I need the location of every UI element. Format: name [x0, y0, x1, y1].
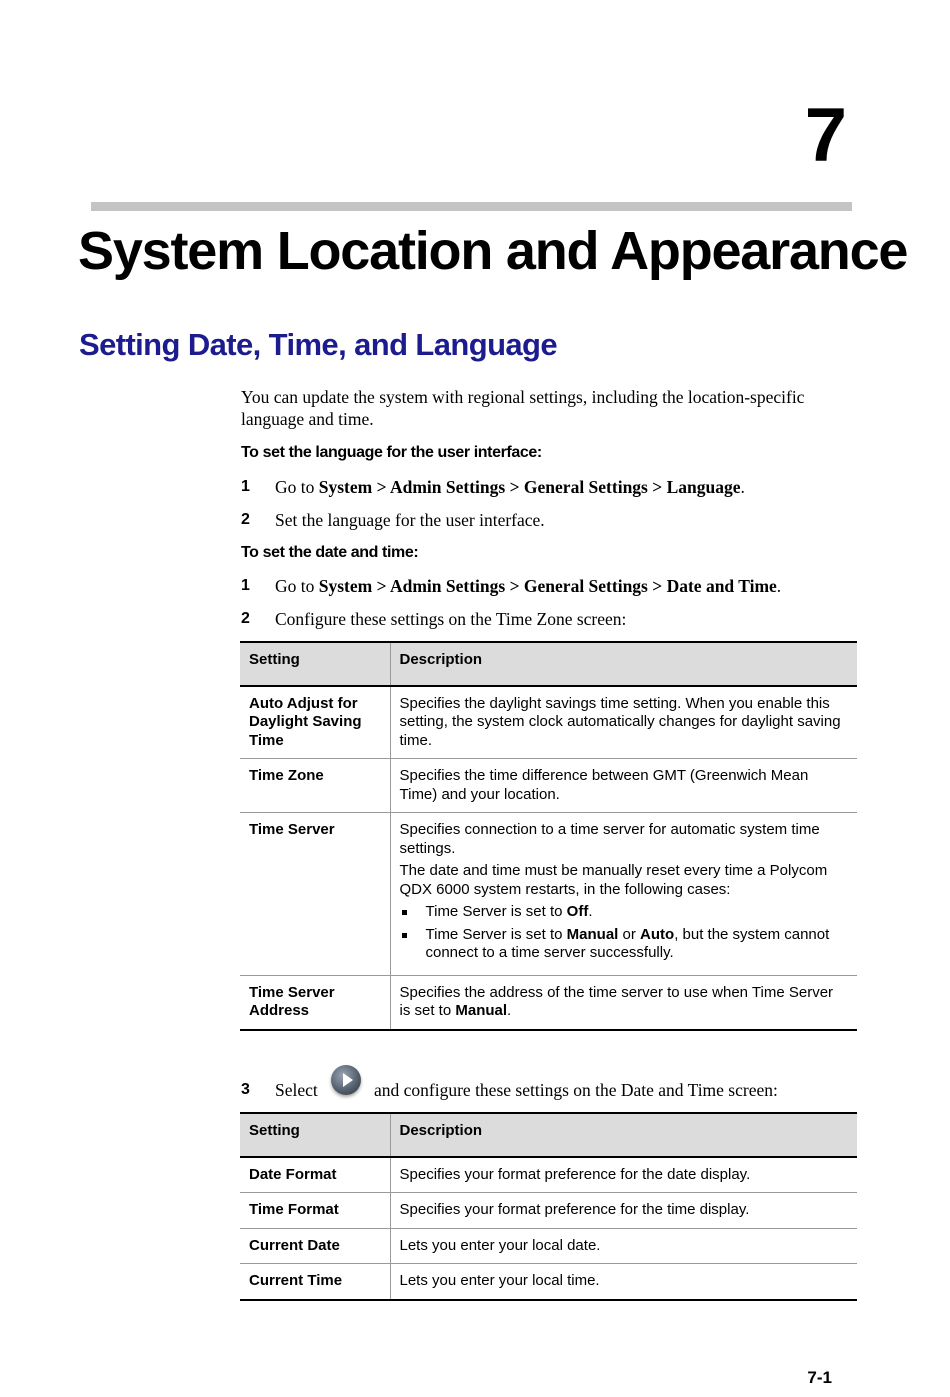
setting-description: Specifies the address of the time server to use when Time Server is set to Manual.: [390, 975, 857, 1030]
setting-description: Specifies the daylight savings time setting. When you enable this setting, the system clock automatically changes for daylight saving time.: [390, 686, 857, 759]
step-suffix: and configure these settings on the Date and Time screen:: [374, 1080, 778, 1100]
step-prefix: Go to: [275, 576, 319, 596]
setting-name: Time Server Address: [240, 975, 390, 1030]
table-row: [240, 686, 857, 759]
setting-description: Lets you enter your local time.: [390, 1264, 857, 1300]
step-number: 1: [241, 577, 250, 594]
header-setting: Setting: [240, 642, 390, 686]
table-row: [240, 975, 857, 1030]
list-item: Time Server is set to Manual or Auto, but the system cannot connect to a time server successfully.: [400, 926, 849, 963]
step-number: 2: [241, 610, 250, 627]
page-number: 7-1: [807, 1368, 832, 1387]
bullet-list: [400, 903, 849, 963]
setting-description: Specifies your format preference for the time display.: [390, 1193, 857, 1229]
description-paragraph: The date and time must be manually reset every time a Polycom QDX 6000 system restarts, in the following cases:: [399, 862, 828, 898]
menu-path: System > Admin Settings > General Settings > Language: [318, 477, 741, 497]
datetime-procedure-heading: To set the date and time:: [241, 544, 419, 561]
chapter-title: System Location and Appearance: [78, 221, 908, 281]
section-title: Setting Date, Time, and Language: [79, 327, 558, 362]
step-prefix: Go to: [275, 477, 319, 497]
setting-name: Time Zone: [240, 759, 390, 813]
table-row: [240, 1228, 857, 1264]
table-row: [240, 1264, 857, 1300]
step-number: 1: [241, 478, 250, 495]
setting-name: Date Format: [240, 1157, 390, 1193]
setting-name: Time Format: [240, 1193, 390, 1229]
header-setting: Setting: [240, 1113, 390, 1157]
setting-description: Specifies the time difference between GMT (Greenwich Mean Time) and your location.: [390, 759, 857, 813]
setting-description: [390, 813, 857, 976]
step-number: 3: [241, 1081, 250, 1098]
table-header-row: [240, 642, 857, 686]
setting-name: Current Date: [240, 1228, 390, 1264]
table-row: [240, 759, 857, 813]
table-row: [240, 1193, 857, 1229]
setting-name: Current Time: [240, 1264, 390, 1300]
language-procedure-heading: To set the language for the user interface:: [241, 444, 542, 461]
setting-name: Time Server: [240, 813, 390, 976]
table-header-row: [240, 1113, 857, 1157]
play-button-icon[interactable]: [331, 1065, 361, 1095]
step-number: 2: [241, 511, 250, 528]
step-suffix: .: [740, 477, 745, 497]
table-row: [240, 813, 857, 976]
setting-description: Specifies your format preference for the date display.: [390, 1157, 857, 1193]
menu-path: System > Admin Settings > General Settings > Date and Time: [318, 576, 777, 596]
list-item: Time Server is set to Off.: [400, 903, 849, 922]
time-zone-settings-table: [240, 641, 857, 1031]
intro-paragraph: You can update the system with regional settings, including the location-specific language and time.: [241, 387, 805, 429]
date-time-settings-table: [240, 1112, 857, 1301]
header-description: Description: [390, 642, 857, 686]
header-description: Description: [390, 1113, 857, 1157]
setting-name: Auto Adjust for Daylight Saving Time: [240, 686, 390, 759]
setting-description: Lets you enter your local date.: [390, 1228, 857, 1264]
step-text: Set the language for the user interface.: [275, 510, 545, 530]
step-text: Configure these settings on the Time Zone screen:: [275, 609, 627, 629]
table-row: [240, 1157, 857, 1193]
chapter-number: 7: [804, 93, 847, 178]
description-paragraph: Specifies connection to a time server for automatic system time settings.: [399, 821, 820, 857]
step-suffix: .: [776, 576, 782, 596]
step-prefix: Select: [275, 1080, 318, 1100]
chapter-rule: [91, 202, 852, 211]
